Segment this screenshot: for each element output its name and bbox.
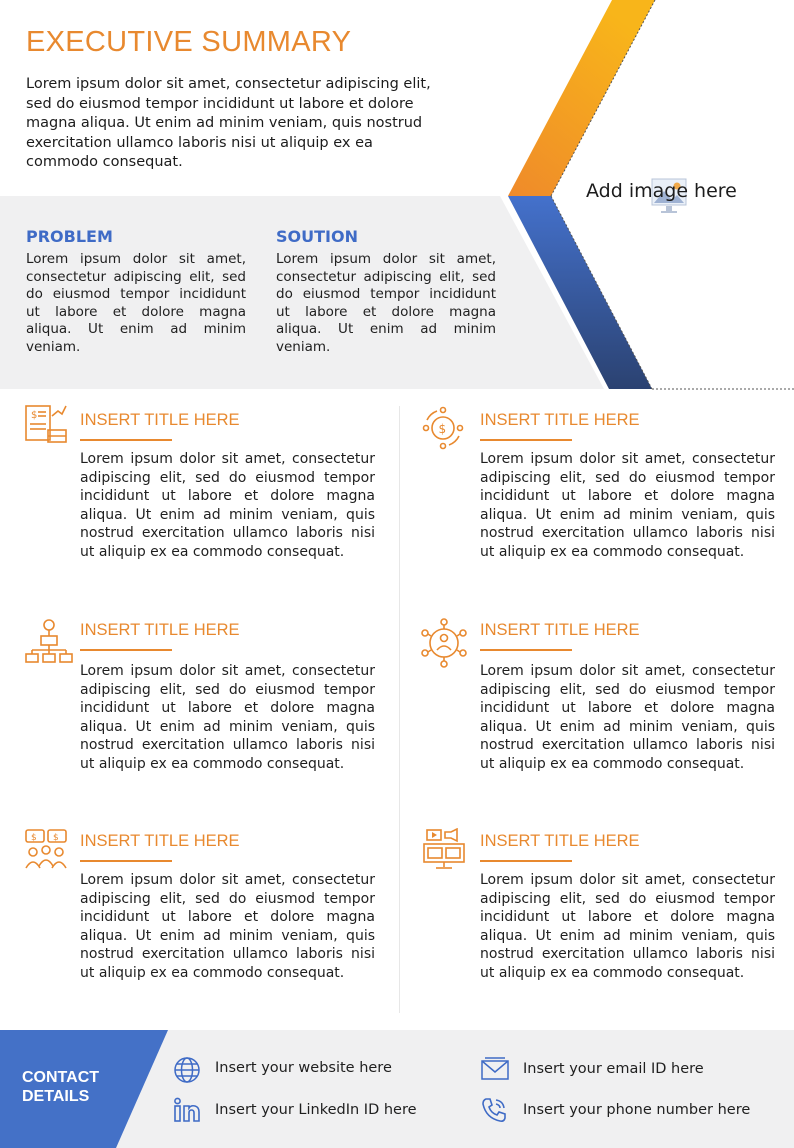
feature-text: Lorem ipsum dolor sit amet, consectetur adipiscing elit, sed do eiusmod tempor incididunt ut labore et dolore magna aliqua. Ut enim ad minim veniam, quis nostrud exercitation ullamco laboris nisi ut aliquip ex ea commodo consequat. [480,663,775,772]
feature-title-underline [480,649,572,651]
linkedin-text[interactable]: Insert your LinkedIn ID here [215,1102,417,1118]
feature-text: Lorem ipsum dolor sit amet, consectetur adipiscing elit, sed do eiusmod tempor incididunt ut labore et dolore magna aliqua. Ut enim ad minim veniam, quis nostrud exercitation ullamco laboris nisi ut aliquip ex ea commodo consequat. [480,872,775,981]
feature-text: Lorem ipsum dolor sit amet, consectetur adipiscing elit, sed do eiusmod tempor incididunt ut labore et dolore magna aliqua. Ut enim ad minim veniam, quis nostrud exercitation ullamco laboris nisi ut aliquip ex ea commodo consequat. [80,663,375,772]
feature-title: INSERT TITLE HERE [80,621,240,639]
feature-text: Lorem ipsum dolor sit amet, consectetur adipiscing elit, sed do eiusmod tempor incididunt ut labore et dolore magna aliqua. Ut enim ad minim veniam, quis nostrud exercitation ullamco laboris nisi ut aliquip ex ea commodo consequat. [80,872,375,981]
feature-text: Lorem ipsum dolor sit amet, consectetur adipiscing elit, sed do eiusmod tempor incididunt ut labore et dolore magna aliqua. Ut enim ad minim veniam, quis nostrud exercitation ullamco laboris nisi ut aliquip ex ea commodo consequat. [80,451,375,560]
solution-heading: SOUTION [276,227,358,246]
feature-title-underline [80,439,172,441]
problem-heading: PROBLEM [26,227,113,246]
website-text[interactable]: Insert your website here [215,1060,392,1076]
feature-title: INSERT TITLE HERE [80,832,240,850]
feature-title-underline [80,649,172,651]
solution-text: Lorem ipsum dolor sit amet, consectetur adipiscing elit, sed do eiusmod tempor incididunt ut labore et dolore magna aliqua. Ut enim ad minim veniam. [276,251,496,355]
page-title: EXECUTIVE SUMMARY [26,26,352,58]
contact-details-label [22,1068,99,1106]
contact-label-line1: CONTACT [22,1069,100,1086]
feature-title-underline [80,860,172,862]
orange-diagonal-band [508,0,655,196]
globe-icon [172,1055,202,1085]
contact-label-line2: DETAILS [22,1088,90,1105]
email-text[interactable]: Insert your email ID here [523,1061,704,1077]
svg-text:$: $ [53,833,59,843]
people-finance-icon [24,828,68,870]
svg-text:$: $ [31,410,38,421]
intro-paragraph: Lorem ipsum dolor sit amet, consectetur adipiscing elit, sed do eiusmod tempor incididunt ut labore et dolore magna aliqua. Ut enim ad minim veniam, quis nostrud exercitation ullamco laboris nisi ut aliquip ex ea commodo consequat. [26,76,431,170]
feature-title-underline [480,439,572,441]
feature-title: INSERT TITLE HERE [480,621,640,639]
money-target-icon [421,406,465,450]
feature-text: Lorem ipsum dolor sit amet, consectetur adipiscing elit, sed do eiusmod tempor incididunt ut labore et dolore magna aliqua. Ut enim ad minim veniam, quis nostrud exercitation ullamco laboris nisi ut aliquip ex ea commodo consequat. [480,451,775,560]
problem-text: Lorem ipsum dolor sit amet, consectetur adipiscing elit, sed do eiusmod tempor incididunt ut labore et dolore magna aliqua. Ut enim ad minim veniam. [26,251,246,355]
svg-text:$: $ [438,422,447,436]
feature-title: INSERT TITLE HERE [480,832,640,850]
svg-text:$: $ [31,833,37,843]
feature-title-underline [480,860,572,862]
flowchart-icon [24,618,74,666]
linkedin-icon [173,1097,201,1123]
media-workspace-icon [421,828,467,870]
phone-icon [480,1096,508,1124]
financial-chart-icon [24,402,68,446]
feature-title: INSERT TITLE HERE [480,411,640,429]
phone-text[interactable]: Insert your phone number here [523,1102,751,1118]
feature-title: INSERT TITLE HERE [80,411,240,429]
team-network-icon [420,618,468,668]
email-icon [480,1057,510,1083]
add-image-label: Add image here [586,180,737,202]
column-divider [399,406,400,1013]
